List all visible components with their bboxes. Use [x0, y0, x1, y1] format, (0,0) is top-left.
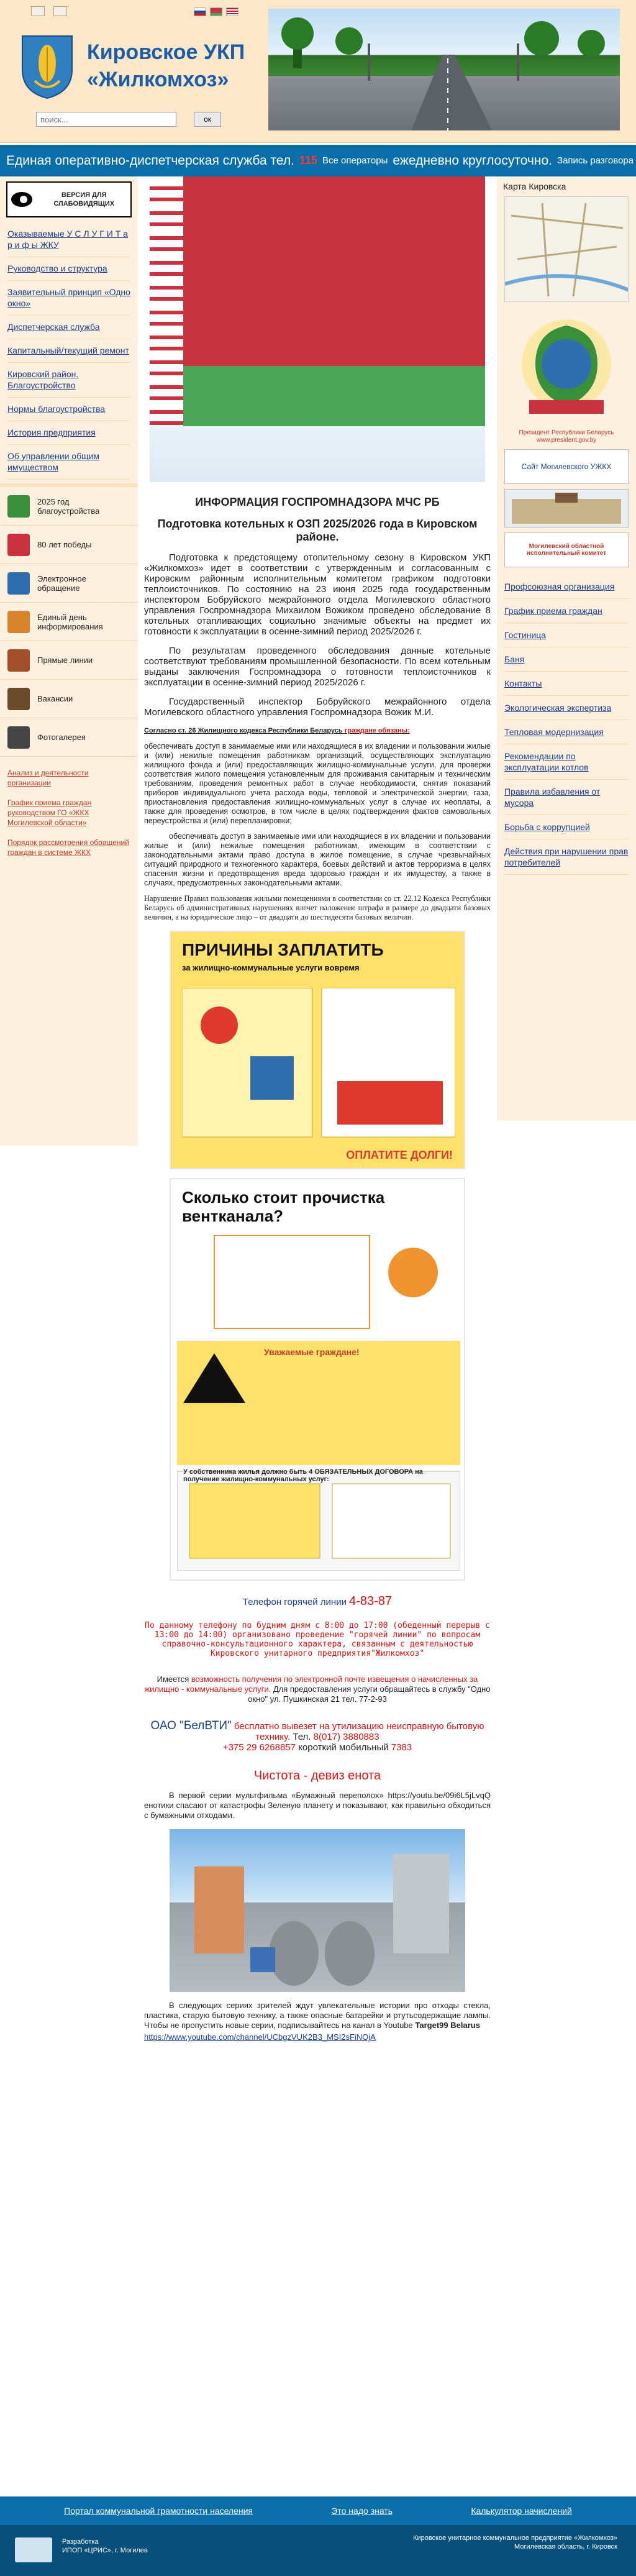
developer-name[interactable]: ИПОП «ЦРИС», г. Могилев: [62, 2547, 148, 2554]
hotline: [144, 1594, 491, 1609]
law-paragraph: обеспечивать доступ в занимаемые ими или находящиеся в их владении и пользовании жилые и (или) нежилые помещения работникам, имеющим в соответствии с законодательными актами право доступа в жилое помещение, в случае чрезвычайных ситуаций природного и техногенного характера, боевых действий и актов терроризма в целях спасения жизни и предотвращения вреда здоровью граждан и их имуществу, а также в случаях, предусмотренных законодательными актами.: [144, 832, 491, 887]
right-links: [497, 572, 636, 877]
email-icon: [7, 572, 30, 595]
hotline-schedule: По данному телефону по будним дням с 8:00 до 17:00 (обеденный перерыв с 13:00 до 14:00) организовано проведение "горячей линии" по вопросам справочно-консультационного характера, связанным с деятельностью Кировского унитарного предприятия"Жилкомхоз": [145, 1621, 490, 1658]
payment-poster: [170, 931, 465, 1169]
quick-link-label: Вакансии: [37, 694, 73, 703]
emblem-caption[interactable]: Президент Республики Беларусь www.president.gov.by: [519, 429, 614, 444]
belvti-mobile: +375 29 6268857: [222, 1742, 296, 1753]
sidebar-item[interactable]: [7, 316, 130, 339]
info-icon: [7, 611, 30, 633]
law-title-red: граждане обязаны:: [344, 727, 410, 734]
site-title: [87, 39, 245, 93]
right-link-item[interactable]: [504, 623, 629, 647]
right-link[interactable]: График приема граждан: [504, 606, 602, 616]
right-link-item[interactable]: [504, 575, 629, 599]
search-button[interactable]: ок: [194, 112, 221, 127]
epost-pre: Имеется: [157, 1674, 189, 1684]
banner-building[interactable]: [504, 489, 629, 528]
ventilation-poster: [170, 1178, 465, 1581]
law-paragraph: Нарушение Правил пользования жилыми помещениями в соответствии со ст. 22.12 Кодекса Республики Беларусь об административных нарушениях влечет наложение штрафа в размере до двадцати базовых величин, а на юридическое лицо – от двадцати до шестидесяти базовых величин.: [144, 894, 491, 921]
poster-footer: ОПЛАТИТЕ ДОЛГИ!: [346, 1149, 453, 1161]
sidebar-link[interactable]: Оказываемые У С Л У Г И Т а р и ф ы ЖКУ: [7, 229, 128, 250]
right-link-item[interactable]: [504, 839, 629, 875]
sidebar-nav: [0, 222, 138, 480]
map-title: Карта Кировска: [503, 181, 566, 191]
mail-icon[interactable]: [53, 6, 67, 16]
quick-link[interactable]: [0, 718, 138, 757]
sidebar-link[interactable]: Кировский район. Благоустройство: [7, 369, 79, 390]
developer-info: [62, 2537, 148, 2555]
footer-link[interactable]: Это надо знать: [331, 2506, 393, 2516]
site-header: [0, 0, 636, 143]
sidebar-item[interactable]: [7, 363, 130, 398]
header-tools: [31, 6, 67, 16]
right-link[interactable]: Контакты: [504, 678, 542, 688]
right-link[interactable]: Баня: [504, 654, 525, 664]
small-link[interactable]: Анализ и деятельности организации: [7, 769, 89, 787]
poster-illustration: [177, 1235, 460, 1571]
sidebar-link[interactable]: Диспетчерская служба: [7, 322, 100, 332]
quick-link[interactable]: [0, 487, 138, 526]
belvti-short-label: короткий мобильный: [298, 1742, 389, 1753]
epost-red: возможность получения по электронной почте извещения о начисленных за жилищно - коммунальные услуги.: [144, 1674, 478, 1694]
right-link-item[interactable]: [504, 815, 629, 839]
quick-link-label: Единый день информирования: [37, 612, 103, 631]
belvti-text: бесплатно вывезет на утилизацию неисправную бытовую технику.: [234, 1721, 484, 1742]
dispatch-recording: Запись разговора: [557, 155, 634, 166]
sidebar-item[interactable]: [7, 398, 130, 421]
article-title: Подготовка котельных к ОЗП 2025/2026 года в Кировском районе.: [157, 518, 478, 543]
footer-link[interactable]: Калькулятор начислений: [471, 2506, 572, 2516]
dispatch-phone: 115: [299, 154, 317, 167]
site-title-line2: «Жилкомхоз»: [87, 68, 229, 91]
language-switcher: [194, 7, 238, 16]
sidebar-link[interactable]: Заявительный принцип «Одно окно»: [7, 287, 130, 308]
site-title-line1: Кировское УКП: [87, 40, 245, 64]
flag-en-icon[interactable]: [226, 7, 238, 16]
left-sidebar: [0, 176, 138, 1146]
right-link-item[interactable]: [504, 720, 629, 744]
right-link[interactable]: Тепловая модернизация: [504, 727, 604, 737]
hotline-label: Телефон горячей линии: [242, 1597, 347, 1607]
law-title-text: Согласно ст. 26 Жилищного кодекса Республики Беларусь: [144, 727, 343, 734]
article-paragraph: Подготовка к предстоящему отопительному сезону в Кировском УКП «Жилкомхоз» идет в соответствии с утвержденным и согласованным с Кировским районным исполнительным комитетом графиком подготовки теплоисточников. По состоянию на 23 июня 2025 года государственным инспектором Бобруйского межрайонного отдела Могилевского областного управления Госпромнадзора Михаилом Вожиком проведено обследование 8 котельных отапливающих социально значимые объекты на предмет их готовности к эксплуатации в осенне-зимний период 2025/2026 г.: [144, 552, 491, 637]
sidebar-item[interactable]: [7, 222, 130, 257]
poster-title: Сколько стоит прочистка вентканала?: [182, 1188, 385, 1225]
quick-link-label: Прямые линии: [37, 655, 93, 665]
dispatch-info-bar: [0, 143, 636, 176]
right-link-item[interactable]: [504, 647, 629, 672]
belvti-info: [144, 1720, 491, 1753]
sidebar-link[interactable]: Нормы благоустройства: [7, 404, 106, 414]
article-paragraph: По результатам проведенного обследования данные котельные соответствуют требованиям промышленной безопасности. По всем котельным выданы заключения Госпромнадзора о готовности теплоисточников к эксплуатации в осенне-зимний период 2025/2026 г.: [144, 646, 491, 688]
banner-ujkh[interactable]: Сайт Могилевского УЖКХ: [504, 449, 629, 484]
raccoon-title: Чистота - девиз енота: [253, 1769, 381, 1783]
right-link[interactable]: Рекомендации по эксплуатации котлов: [504, 751, 589, 772]
poster-title: ПРИЧИНЫ ЗАПЛАТИТЬ: [182, 940, 384, 959]
briefcase-icon: [7, 688, 30, 710]
quick-link[interactable]: [0, 680, 138, 718]
right-link-item[interactable]: [504, 696, 629, 720]
belvti-tel-label: Тел.: [293, 1732, 311, 1742]
belarus-emblem-icon[interactable]: [504, 313, 629, 425]
sidebar-small-links: [0, 757, 138, 869]
right-link-item[interactable]: [504, 599, 629, 623]
page-title: ИНФОРМАЦИЯ ГОСПРОМНАДЗОРА МЧС РБ: [195, 496, 440, 508]
developer-logo-icon: [15, 2537, 52, 2562]
small-link[interactable]: График приема граждан руководством ГО «ЖКХ Могилевской области»: [7, 798, 92, 827]
small-link[interactable]: Порядок рассмотрения обращений граждан в системе ЖКХ: [7, 838, 129, 857]
header-photo: [268, 9, 620, 130]
site-footer: [0, 2525, 636, 2576]
right-sidebar: [497, 176, 636, 1121]
dispatch-text: Единая оперативно-диспетчерская служба тел.: [6, 153, 294, 168]
flag-photo: [150, 176, 485, 482]
camera-icon: [7, 726, 30, 749]
dispatch-hours: ежедневно круглосуточно.: [393, 153, 553, 168]
poster-warning: Уважаемые граждане!: [264, 1347, 360, 1357]
copyright-line: Кировское унитарное коммунальное предприятие «Жилкомхоз»: [413, 2534, 617, 2542]
quick-link[interactable]: [0, 641, 138, 680]
law-title: [144, 726, 491, 736]
victory-icon: [7, 534, 30, 556]
banner-oblispolkom[interactable]: Могилевский областной исполнительный комитет: [504, 532, 629, 567]
raccoon-paragraph: В первой серии мультфильма «Бумажный переполох» https://youtu.be/09i6L5jLvqQ енотики спасают от катастрофы Зеленую планету и показывают, как правильно обходиться с бумажными отходами.: [144, 1791, 491, 1820]
right-link-item[interactable]: [504, 672, 629, 696]
right-link-item[interactable]: [504, 744, 629, 780]
right-link[interactable]: Правила избавления от мусора: [504, 787, 601, 808]
main-area: [0, 176, 636, 2475]
sidebar-item[interactable]: [7, 445, 130, 480]
main-content: [144, 176, 491, 2042]
sidebar-link[interactable]: Об управлении общим имуществом: [7, 451, 100, 472]
right-link[interactable]: Борьба с коррупцией: [504, 822, 590, 832]
coat-of-arms-icon: [19, 32, 76, 101]
dispatch-operators: Все операторы: [322, 155, 388, 166]
belvti-tel: 8(017) 3880883: [313, 1732, 379, 1742]
sidebar-item[interactable]: [7, 421, 130, 445]
quick-links: [0, 483, 138, 757]
quick-link-label: Электронное обращение: [37, 573, 86, 593]
flag-ru-icon[interactable]: [194, 7, 206, 16]
quick-link-label: 2025 год благоустройства: [37, 496, 100, 516]
quick-link-label: Фотогалерея: [37, 733, 86, 742]
developer-label: Разработка: [62, 2538, 99, 2546]
article-signature: Государственный инспектор Бобруйского межрайонного отдела Могилевского областного управления Госпромнадзора Вожик М.И.: [144, 697, 491, 718]
law-paragraph: обеспечивать доступ в занимаемые ими или находящиеся в их владении и пользовании жилые и (или) нежилые помещения работникам организаций, осуществляющих эксплуатацию жилищного фонда и (или) предоставляющих жилищно-коммунальные услуги, для проверки соответствия жилого помещения установленным для проживания санитарным и техническим требованиям, проведения ремонтных работ в случае необходимости, снятия показаний приборов индивидуального учета расхода воды, тепловой и электрической энергии, газа, приостановления предоставления жилищно-коммунальных услуг в случае их неоплаты, а также для проведения осмотров, в том числе в целях подтверждения фактов самовольных переустройства и (или) перепланировки;: [144, 742, 491, 825]
raccoon-channel: Target99 Belarus: [415, 2021, 480, 2030]
search-input[interactable]: [36, 112, 176, 127]
phone-icon: [7, 649, 30, 672]
right-link[interactable]: Действия при нарушении прав потребителей: [504, 846, 629, 867]
quick-link[interactable]: [0, 526, 138, 564]
poster-subtitle: за жилищно-коммунальные услуги вовремя: [182, 963, 360, 972]
copyright: [413, 2534, 617, 2551]
poster-illustration: [182, 988, 455, 1143]
raccoon-text: В следующих сериях зрителей ждут увлекательные истории про отходы стекла, пластика, старую бытовую технику, а также опасные батарейки и ртутьсодержащие лампы. Чтобы не пропустить новые серии, подписывайтесь на канал в Youtube: [144, 2001, 491, 2030]
quick-link[interactable]: [0, 603, 138, 641]
right-link-item[interactable]: [504, 780, 629, 815]
epost-info: [144, 1674, 491, 1704]
sidebar-link[interactable]: Капитальный/текущий ремонт: [7, 345, 129, 355]
epost-tail: Для предоставления услуги обращайтесь в службу "Одно окно" ул. Пушкинская 21 тел. 77-2-93: [248, 1684, 491, 1704]
hotline-number: 4-83-87: [349, 1594, 393, 1608]
right-link[interactable]: Гостиница: [504, 630, 547, 640]
sidebar-item[interactable]: [7, 257, 130, 281]
right-link[interactable]: Экологическая экспертиза: [504, 703, 612, 713]
sidebar-item[interactable]: [7, 281, 130, 316]
flag-by-icon[interactable]: [210, 7, 222, 16]
quick-link[interactable]: [0, 564, 138, 603]
raccoon-cartoon-image: [170, 1829, 465, 1992]
poster-contracts: У собственника жилья должно быть 4 ОБЯЗАТЕЛЬНЫХ ДОГОВОРА на получение жилищно-коммунальных услуг:: [183, 1468, 423, 1483]
quick-link-label: 80 лет победы: [37, 540, 92, 549]
sidebar-item[interactable]: [7, 339, 130, 363]
right-link[interactable]: Профсоюзная организация: [504, 582, 615, 591]
belvti-title: ОАО "БелВТИ": [150, 1719, 232, 1732]
accessible-version-button[interactable]: [6, 181, 132, 217]
home-icon[interactable]: [31, 6, 45, 16]
leaf-icon: [7, 495, 30, 518]
footer-link[interactable]: Портал коммунальной грамотности населения: [64, 2506, 253, 2516]
belvti-short: 7383: [391, 1742, 412, 1753]
eye-icon: [11, 192, 32, 207]
city-map[interactable]: [504, 196, 629, 302]
youtube-link[interactable]: https://www.youtube.com/channel/UCbgzVUK2B3_MSI2sFiNOjA: [144, 2032, 376, 2042]
sidebar-link[interactable]: История предприятия: [7, 427, 96, 437]
footer-links: [0, 2496, 636, 2525]
accessible-version-label: ВЕРСИЯ ДЛЯ СЛАБОВИДЯЩИХ: [53, 191, 115, 208]
raccoon-paragraph: [144, 2001, 491, 2030]
copyright-line: Могилевская область, г. Кировск: [514, 2543, 617, 2551]
sidebar-link[interactable]: Руководство и структура: [7, 263, 107, 273]
